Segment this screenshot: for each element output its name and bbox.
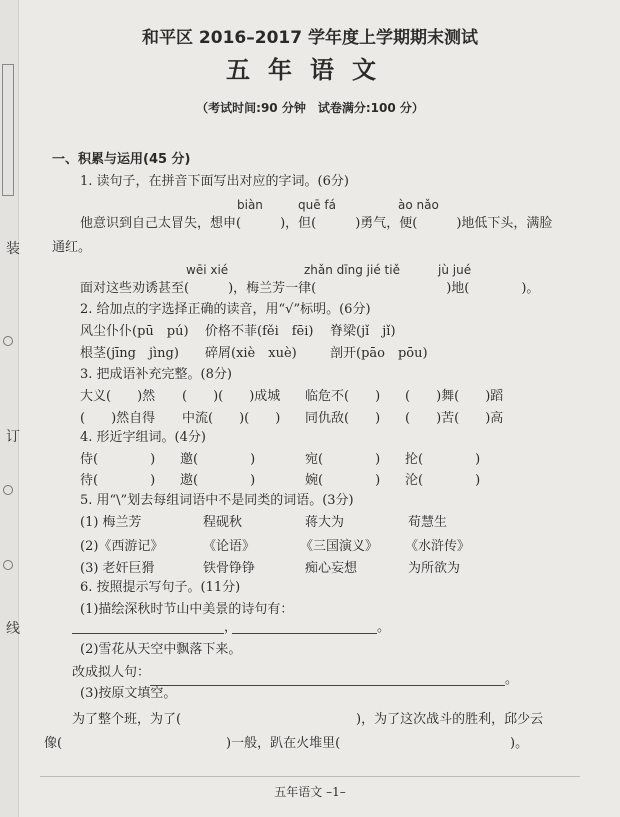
binding-strip <box>0 0 19 817</box>
q5-prompt: 5. 用“\”划去每组词语中不是同类的词语。(3分) <box>80 493 354 508</box>
q3-item: 同仇敌( ) <box>305 411 381 426</box>
exam-info: （考试时间:90 分钟 试卷满分:100 分） <box>196 101 424 115</box>
q6-sub2-instruction: 改成拟人句： <box>72 665 151 680</box>
q2-item: 价格不菲(fěi fēi) <box>205 324 314 339</box>
binding-hole <box>3 485 13 495</box>
q1-pinyin-5: zhǎn dīng jié tiě <box>304 263 400 277</box>
q1-sentence-1: 他意识到自己太冒失，想申( )，但( )勇气，便( )地低下头，满脸 <box>80 216 553 231</box>
q1-pinyin-6: jù jué <box>438 263 472 277</box>
q6-fill-2: )，为了这次战斗的胜利，邱少云 <box>356 712 544 727</box>
q5-item: (2)《西游记》 <box>80 539 164 554</box>
q5-item: 蒋大为 <box>305 515 345 530</box>
q4-item: 侍( ) <box>80 452 156 467</box>
q4-item: 婉( ) <box>305 473 381 488</box>
binding-label-xian: 线 <box>6 621 20 637</box>
footer-divider <box>40 776 580 777</box>
q6-fill-5: )。 <box>510 736 529 751</box>
q5-item: 荀慧生 <box>408 515 448 530</box>
q3-item: ( )苦( )高 <box>405 411 504 426</box>
exam-subject: 五年语文 <box>226 56 394 84</box>
q2-item: 风尘仆仆(pū pú) <box>80 324 189 339</box>
q6-fill-1: 为了整个班，为了( <box>72 712 182 727</box>
q3-item: 临危不( ) <box>305 389 381 404</box>
q6-sub1: (1)描绘深秋时节山中美景的诗句有： <box>80 602 294 617</box>
q1-prompt: 1. 读句子，在拼音下面写出对应的字词。(6分) <box>80 174 349 189</box>
q4-item: 遨( ) <box>180 473 256 488</box>
q1-pinyin-1: biàn <box>237 198 263 212</box>
q6-fill-3: 像( <box>44 736 63 751</box>
q2-item: 根茎(jīng jìng) <box>80 346 179 361</box>
q4-item: 沦( ) <box>405 473 481 488</box>
answer-line[interactable] <box>150 685 505 686</box>
q1-pinyin-4: wēi xié <box>186 263 229 277</box>
q1-pinyin-2: quē fá <box>298 198 336 212</box>
binding-hole <box>3 560 13 570</box>
q4-item: 邀( ) <box>180 452 256 467</box>
q6-sub2: (2)雪花从天空中飘落下来。 <box>80 642 242 657</box>
q4-item: 宛( ) <box>305 452 381 467</box>
comma: ， <box>224 620 238 635</box>
q3-item: ( )舞( )蹈 <box>405 389 504 404</box>
binding-box <box>2 64 14 196</box>
period: 。 <box>377 620 391 635</box>
period: 。 <box>505 672 519 687</box>
q6-prompt: 6. 按照提示写句子。(11分) <box>80 580 241 595</box>
answer-line[interactable] <box>232 633 377 634</box>
q3-item: 大义( )然 <box>80 389 156 404</box>
q4-prompt: 4. 形近字组词。(4分) <box>80 430 206 445</box>
q5-item: 《水浒传》 <box>405 539 471 554</box>
q1-sentence-2: 通红。 <box>52 240 92 255</box>
answer-line[interactable] <box>72 633 224 634</box>
q5-item: 《三国演义》 <box>300 539 379 554</box>
q5-item: (1) 梅兰芳 <box>80 515 142 530</box>
q5-item: 程砚秋 <box>203 515 243 530</box>
q3-item: ( )( )成城 <box>182 389 281 404</box>
q1-pinyin-3: ào nǎo <box>398 198 439 212</box>
q3-item: ( )然自得 <box>80 411 156 426</box>
q2-item: 碎屑(xiè xuè) <box>205 346 297 361</box>
section-heading: 一、积累与运用(45 分) <box>52 152 191 167</box>
q5-item: (3) 老奸巨猾 <box>80 561 155 576</box>
q2-prompt: 2. 给加点的字选择正确的读音，用“√”标明。(6分) <box>80 302 371 317</box>
q5-item: 为所欲为 <box>408 561 461 576</box>
q3-prompt: 3. 把成语补充完整。(8分) <box>80 367 232 382</box>
q5-item: 铁骨铮铮 <box>203 561 256 576</box>
q5-item: 《论语》 <box>203 539 256 554</box>
binding-label-ding: 订 <box>6 429 20 445</box>
q4-item: 抡( ) <box>405 452 481 467</box>
exam-title: 和平区 2016–2017 学年度上学期期末测试 <box>142 28 478 48</box>
q6-sub3: (3)按原文填空。 <box>80 686 177 701</box>
binding-label-zhuang: 装 <box>6 241 20 257</box>
binding-hole <box>3 336 13 346</box>
q2-item: 脊梁(jǐ jǐ) <box>330 324 396 339</box>
q3-item: 中流( )( ) <box>182 411 281 426</box>
q1-sentence-3: 面对这些劝诱甚至( )，梅兰芳一律( )地( )。 <box>80 281 540 296</box>
q2-item: 剖开(pāo pōu) <box>330 346 428 361</box>
q6-fill-4: )一般，趴在火堆里( <box>226 736 341 751</box>
page-number: 五年语文 –1– <box>274 785 346 799</box>
q5-item: 痴心妄想 <box>305 561 358 576</box>
q4-item: 待( ) <box>80 473 156 488</box>
